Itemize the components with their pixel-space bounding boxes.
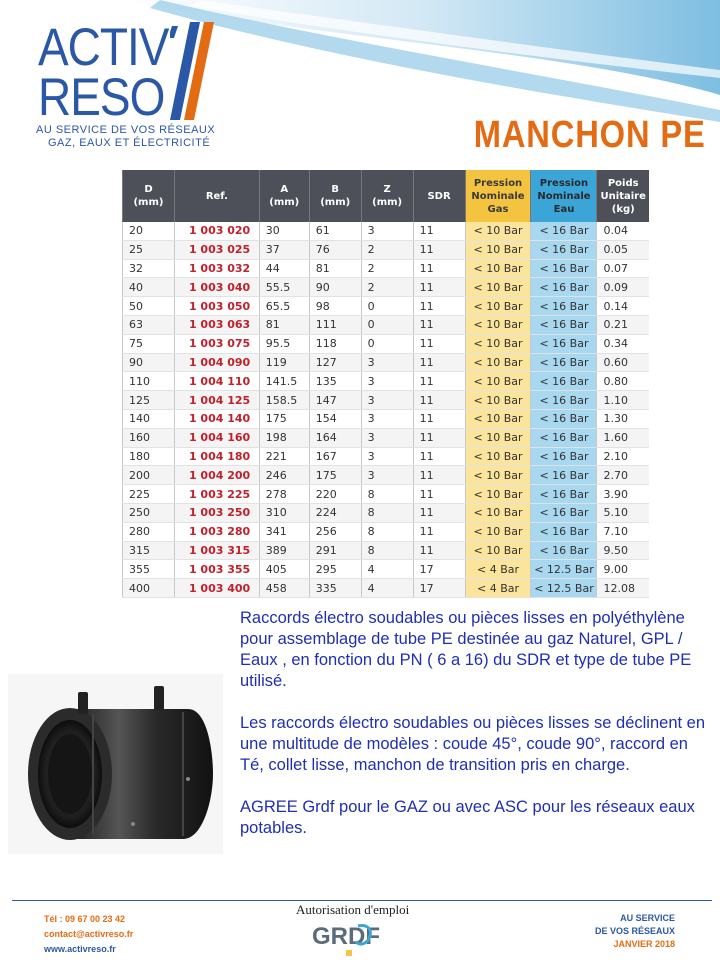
contact-phone: Tél : 09 67 00 23 42 [44, 914, 126, 924]
table-cell: < 16 Bar [531, 466, 597, 485]
table-cell: 256 [309, 522, 361, 541]
table-cell: < 10 Bar [465, 466, 531, 485]
table-cell: 0.80 [597, 372, 649, 391]
table-cell: 291 [309, 541, 361, 560]
table-row [123, 503, 650, 522]
footer-divider [12, 900, 712, 901]
table-cell: 1.60 [597, 428, 649, 447]
logo-tagline-2: GAZ, EAUX ET ÉLECTRICITÉ [48, 137, 211, 149]
table-cell: 11 [413, 222, 465, 240]
table-cell: 1 003 032 [174, 259, 259, 278]
table-cell: < 10 Bar [465, 278, 531, 297]
table-cell: 81 [259, 315, 309, 334]
table-row [123, 278, 650, 297]
table-body [123, 222, 650, 597]
table-cell: 1 003 400 [174, 579, 259, 598]
table-cell: 11 [413, 334, 465, 353]
table-cell: 40 [123, 278, 175, 297]
table-cell: 315 [123, 541, 175, 560]
table-cell: < 16 Bar [531, 428, 597, 447]
table-cell: 5.10 [597, 503, 649, 522]
table-cell: 8 [361, 522, 413, 541]
service-block [595, 912, 675, 951]
table-cell: 1 004 110 [174, 372, 259, 391]
table-cell: 3 [361, 353, 413, 372]
table-header-cell: Ref. [174, 170, 259, 222]
table-cell: 75 [123, 334, 175, 353]
table-header-cell: D (mm) [123, 170, 175, 222]
table-cell: 1 004 140 [174, 409, 259, 428]
table-cell: 175 [259, 409, 309, 428]
table-cell: 164 [309, 428, 361, 447]
table-cell: 50 [123, 297, 175, 316]
table-cell: 11 [413, 485, 465, 504]
table-cell: < 16 Bar [531, 447, 597, 466]
table-cell: 2 [361, 278, 413, 297]
table-cell: 1 003 225 [174, 485, 259, 504]
table-cell: 341 [259, 522, 309, 541]
document-date: JANVIER 2018 [613, 939, 675, 949]
table-cell: 225 [123, 485, 175, 504]
table-cell: < 16 Bar [531, 297, 597, 316]
table-cell: < 16 Bar [531, 278, 597, 297]
table-cell: < 10 Bar [465, 222, 531, 240]
table-cell: 11 [413, 353, 465, 372]
table-row [123, 240, 650, 259]
table-cell: 1 003 315 [174, 541, 259, 560]
table-cell: 76 [309, 240, 361, 259]
table-row [123, 297, 650, 316]
table-cell: < 16 Bar [531, 353, 597, 372]
table-cell: 12.08 [597, 579, 649, 598]
table-cell: < 10 Bar [465, 240, 531, 259]
grdf-logo [310, 920, 390, 956]
table-cell: 11 [413, 503, 465, 522]
table-cell: 20 [123, 222, 175, 240]
table-cell: 1 004 125 [174, 391, 259, 410]
table-header-cell: A (mm) [259, 170, 309, 222]
table-cell: 147 [309, 391, 361, 410]
table-cell: 0.60 [597, 353, 649, 372]
table-row [123, 409, 650, 428]
table-cell: 355 [123, 560, 175, 579]
table-row [123, 353, 650, 372]
table-cell: 180 [123, 447, 175, 466]
table-cell: < 10 Bar [465, 447, 531, 466]
table-cell: 118 [309, 334, 361, 353]
table-cell: 11 [413, 259, 465, 278]
table-cell: 7.10 [597, 522, 649, 541]
table-cell: < 4 Bar [465, 560, 531, 579]
table-row [123, 522, 650, 541]
table-cell: 3 [361, 447, 413, 466]
description-paragraph-3: AGREE Grdf pour le GAZ ou avec ASC pour les réseaux eaux potables. [240, 798, 695, 837]
table-row [123, 334, 650, 353]
table-cell: 11 [413, 278, 465, 297]
table-cell: 1.10 [597, 391, 649, 410]
table-cell: 11 [413, 522, 465, 541]
contact-email[interactable]: contact@activreso.fr [44, 929, 134, 939]
table-cell: 0 [361, 297, 413, 316]
table-header-cell: Pression Nominale Gas [465, 170, 531, 222]
table-cell: < 10 Bar [465, 297, 531, 316]
table-cell: 0.34 [597, 334, 649, 353]
table-cell: < 16 Bar [531, 259, 597, 278]
table-row [123, 541, 650, 560]
table-cell: 9.00 [597, 560, 649, 579]
table-cell: 140 [123, 409, 175, 428]
table-cell: 8 [361, 541, 413, 560]
table-header-cell: SDR [413, 170, 465, 222]
table-cell: 224 [309, 503, 361, 522]
table-cell: 154 [309, 409, 361, 428]
table-cell: < 16 Bar [531, 503, 597, 522]
grdf-logo-text: GRDF [312, 923, 380, 950]
table-cell: 3 [361, 372, 413, 391]
table-header-row [123, 170, 650, 222]
table-cell: 4 [361, 579, 413, 598]
table-cell: 3.90 [597, 485, 649, 504]
table-cell: 1 003 040 [174, 278, 259, 297]
table-cell: < 4 Bar [465, 579, 531, 598]
table-cell: 1 004 160 [174, 428, 259, 447]
table-cell: 2 [361, 259, 413, 278]
table-cell: 11 [413, 372, 465, 391]
table-cell: 98 [309, 297, 361, 316]
table-row [123, 315, 650, 334]
table-cell: 61 [309, 222, 361, 240]
table-cell: 1 004 180 [174, 447, 259, 466]
table-cell: 30 [259, 222, 309, 240]
table-cell: < 16 Bar [531, 240, 597, 259]
table-cell: 127 [309, 353, 361, 372]
table-cell: 1 003 050 [174, 297, 259, 316]
table-cell: < 12.5 Bar [531, 560, 597, 579]
table-cell: 95.5 [259, 334, 309, 353]
table-cell: 2.10 [597, 447, 649, 466]
table-row [123, 391, 650, 410]
table-cell: 1 003 020 [174, 222, 259, 240]
table-cell: < 10 Bar [465, 541, 531, 560]
table-row [123, 259, 650, 278]
service-line-1: AU SERVICE [620, 913, 675, 923]
table-cell: 3 [361, 222, 413, 240]
table-cell: < 16 Bar [531, 409, 597, 428]
table-cell: 389 [259, 541, 309, 560]
table-cell: < 16 Bar [531, 391, 597, 410]
table-cell: 11 [413, 391, 465, 410]
table-cell: 3 [361, 428, 413, 447]
table-cell: 0.09 [597, 278, 649, 297]
table-cell: 1 003 063 [174, 315, 259, 334]
table-cell: 400 [123, 579, 175, 598]
table-cell: 0.07 [597, 259, 649, 278]
page-title: MANCHON PE [474, 114, 706, 156]
table-cell: < 16 Bar [531, 485, 597, 504]
table-cell: 220 [309, 485, 361, 504]
table-cell: 135 [309, 372, 361, 391]
table-row [123, 466, 650, 485]
table-cell: < 10 Bar [465, 259, 531, 278]
table-cell: 11 [413, 315, 465, 334]
service-line-2: DE VOS RÉSEAUX [594, 926, 675, 936]
table-cell: 8 [361, 503, 413, 522]
product-photo [8, 674, 223, 854]
table-cell: 0.04 [597, 222, 649, 240]
table-cell: 141.5 [259, 372, 309, 391]
table-header-cell: Z (mm) [361, 170, 413, 222]
table-cell: < 10 Bar [465, 334, 531, 353]
table-cell: < 10 Bar [465, 315, 531, 334]
table-cell: 3 [361, 466, 413, 485]
table-cell: 246 [259, 466, 309, 485]
logo-text-reso: RESO [38, 66, 165, 127]
table-cell: 63 [123, 315, 175, 334]
table-cell: 0.21 [597, 315, 649, 334]
table-cell: 3 [361, 409, 413, 428]
logo-text-activ: ACTIV [38, 16, 169, 77]
table-cell: 2.70 [597, 466, 649, 485]
table-cell: 278 [259, 485, 309, 504]
table-row [123, 428, 650, 447]
table-cell: 25 [123, 240, 175, 259]
table-row [123, 560, 650, 579]
table-cell: 9.50 [597, 541, 649, 560]
table-cell: < 10 Bar [465, 503, 531, 522]
table-cell: 32 [123, 259, 175, 278]
table-row [123, 222, 650, 240]
table-cell: 198 [259, 428, 309, 447]
table-cell: < 16 Bar [531, 222, 597, 240]
table-cell: 11 [413, 541, 465, 560]
description-paragraph-1: Raccords électro soudables ou pièces lisses en polyéthylène pour assemblage de tube PE destinée au gaz Naturel, GPL / Eaux , en fonction du PN ( 6 a 16) du SDR et type de tube PE utilisé. [240, 609, 692, 690]
table-cell: 2 [361, 240, 413, 259]
table-cell: 158.5 [259, 391, 309, 410]
table-cell: 221 [259, 447, 309, 466]
table-row [123, 372, 650, 391]
table-cell: 0.05 [597, 240, 649, 259]
description-paragraph-2: Les raccords électro soudables ou pièces lisses se déclinent en une multitude de modèles : coude 45°, coude 90°, raccord en Té, collet lisse, manchon de transition pris en charge. [240, 714, 706, 774]
table-cell: 111 [309, 315, 361, 334]
table-cell: 280 [123, 522, 175, 541]
product-description [240, 608, 710, 860]
table-cell: 310 [259, 503, 309, 522]
table-cell: 3 [361, 391, 413, 410]
table-cell: 44 [259, 259, 309, 278]
table-cell: 90 [123, 353, 175, 372]
table-cell: < 12.5 Bar [531, 579, 597, 598]
contact-website[interactable]: www.activreso.fr [44, 944, 116, 954]
table-cell: < 16 Bar [531, 315, 597, 334]
table-cell: 119 [259, 353, 309, 372]
logo-tagline-1: AU SERVICE DE VOS RÉSEAUX [36, 124, 216, 136]
table-cell: 0.14 [597, 297, 649, 316]
table-cell: 200 [123, 466, 175, 485]
table-header-cell: B (mm) [309, 170, 361, 222]
table-cell: < 10 Bar [465, 522, 531, 541]
table-cell: 1 003 355 [174, 560, 259, 579]
contact-block [44, 912, 133, 957]
table-cell: 90 [309, 278, 361, 297]
table-cell: < 10 Bar [465, 485, 531, 504]
table-cell: 160 [123, 428, 175, 447]
table-cell: 1 003 280 [174, 522, 259, 541]
table-cell: 11 [413, 428, 465, 447]
table-row [123, 447, 650, 466]
table-cell: < 16 Bar [531, 522, 597, 541]
authorization-label: Autorisation d'emploi [296, 902, 410, 917]
table-cell: 1 004 090 [174, 353, 259, 372]
table-header-cell: Poids Unitaire (kg) [597, 170, 649, 222]
table-cell: < 10 Bar [465, 428, 531, 447]
table-cell: 17 [413, 579, 465, 598]
table-cell: 55.5 [259, 278, 309, 297]
table-cell: 11 [413, 447, 465, 466]
logo-slash-icon [170, 22, 220, 122]
table-cell: 0 [361, 315, 413, 334]
table-cell: < 10 Bar [465, 409, 531, 428]
spec-table [122, 170, 649, 598]
table-cell: 17 [413, 560, 465, 579]
table-cell: 405 [259, 560, 309, 579]
table-cell: 125 [123, 391, 175, 410]
table-cell: 11 [413, 240, 465, 259]
table-cell: < 10 Bar [465, 353, 531, 372]
table-cell: 11 [413, 297, 465, 316]
table-cell: < 16 Bar [531, 541, 597, 560]
table-cell: 335 [309, 579, 361, 598]
table-cell: < 16 Bar [531, 334, 597, 353]
table-cell: 1 003 250 [174, 503, 259, 522]
table-cell: < 10 Bar [465, 372, 531, 391]
table-cell: 295 [309, 560, 361, 579]
table-cell: 1.30 [597, 409, 649, 428]
table-cell: 37 [259, 240, 309, 259]
table-cell: 11 [413, 409, 465, 428]
table-cell: 65.5 [259, 297, 309, 316]
table-cell: < 10 Bar [465, 391, 531, 410]
table-cell: 167 [309, 447, 361, 466]
table-row [123, 485, 650, 504]
table-cell: 250 [123, 503, 175, 522]
table-cell: 0 [361, 334, 413, 353]
table-cell: 1 003 025 [174, 240, 259, 259]
table-cell: 1 004 200 [174, 466, 259, 485]
table-cell: 8 [361, 485, 413, 504]
table-cell: 81 [309, 259, 361, 278]
table-cell: 458 [259, 579, 309, 598]
table-cell: 110 [123, 372, 175, 391]
table-cell: 4 [361, 560, 413, 579]
table-cell: < 16 Bar [531, 372, 597, 391]
table-cell: 11 [413, 466, 465, 485]
table-cell: 1 003 075 [174, 334, 259, 353]
table-header-cell: Pression Nominale Eau [531, 170, 597, 222]
table-row [123, 579, 650, 598]
table-cell: 175 [309, 466, 361, 485]
